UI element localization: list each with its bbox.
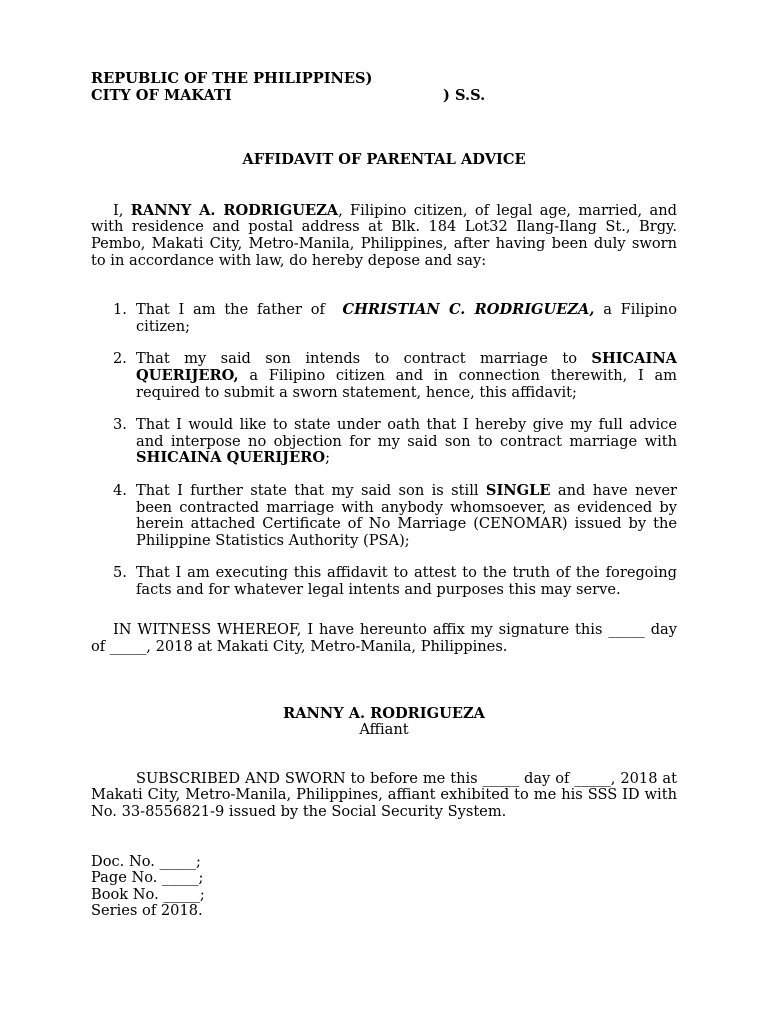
item-text: a Filipino citizen and in connection therewith, I am required to submit a sworn statement, hence, this affidavit;	[136, 366, 677, 401]
item-text: That I am the father of	[136, 301, 334, 319]
list-item	[91, 483, 677, 549]
book-no: Book No. _____;	[91, 885, 205, 903]
item-text: That I am executing this affidavit to attest to the truth of the foregoing facts and for whatever legal intents and purposes this may serve.	[136, 564, 677, 598]
bride-name: SHICAINA QUERIJERO,	[136, 350, 677, 384]
signatory-role: Affiant	[359, 721, 409, 739]
list-item	[91, 302, 677, 335]
list-item	[91, 351, 677, 401]
civil-status: SINGLE	[485, 481, 551, 499]
header-ss: ) S.S.	[443, 86, 486, 104]
intro-paragraph	[91, 203, 677, 269]
header-republic: REPUBLIC OF THE PHILIPPINES)	[91, 70, 373, 87]
jurat-paragraph: SUBSCRIBED AND SWORN to before me this _____ day of _____, 2018 at Makati City, Metro-Manila, Philippines, affiant exhibited to me his SSS ID with No. 33-8556821-9 issued by the Social Security System.	[91, 769, 677, 821]
notarial-register	[91, 854, 677, 920]
intro-body: , Filipino citizen, of legal age, married, and with residence and postal address at Blk. 184 Lot32 Ilang-Ilang St., Brgy. Pembo, Makati City, Metro-Manila, Philippines, after having been duly sworn to in accordance with law, do hereby depose and say:	[91, 201, 677, 269]
item-number: 5.	[113, 564, 127, 582]
header-city-line	[91, 88, 677, 105]
item-text: ;	[325, 449, 330, 467]
affiant-name: RANNY A. RODRIGUEZA	[130, 201, 339, 219]
item-text: That I would like to state under oath that I hereby give my full advice and interpose no objection for my said son to contract marriage with	[136, 416, 677, 450]
item-text: and have never been contracted marriage with anybody whomsoever, as evidenced by herein attached Certificate of No Marriage (CENOMAR) issued by the Philippine Statistics Authority (PSA);	[136, 481, 677, 549]
witness-paragraph: IN WITNESS WHEREOF, I have hereunto affix my signature this _____ day of _____, 2018 at Makati City, Metro-Manila, Philippines.	[91, 621, 677, 656]
signature-block	[91, 706, 677, 739]
list-item	[91, 417, 677, 467]
item-text: That my said son intends to contract marriage to	[136, 350, 592, 368]
list-item	[91, 565, 677, 598]
doc-no: Doc. No. _____;	[91, 852, 201, 870]
item-text: That I further state that my said son is still	[136, 481, 486, 499]
signatory-name: RANNY A. RODRIGUEZA	[283, 704, 485, 722]
item-number: 2.	[113, 350, 127, 368]
intro-prefix: I,	[113, 201, 131, 219]
item-number: 1.	[113, 301, 127, 319]
series: Series of 2018.	[91, 902, 203, 920]
statement-list	[91, 302, 677, 598]
item-number: 4.	[113, 481, 127, 499]
item-text: a Filipino citizen;	[136, 301, 677, 335]
son-name: CHRISTIAN C. RODRIGUEZA,	[342, 301, 595, 319]
item-number: 3.	[113, 416, 127, 434]
document-title: AFFIDAVIT OF PARENTAL ADVICE	[242, 151, 526, 169]
affidavit-document	[91, 71, 677, 920]
page-no: Page No. _____;	[91, 869, 204, 887]
header-city: CITY OF MAKATI	[91, 86, 232, 104]
bride-name: SHICAINA QUERIJERO	[136, 449, 326, 467]
